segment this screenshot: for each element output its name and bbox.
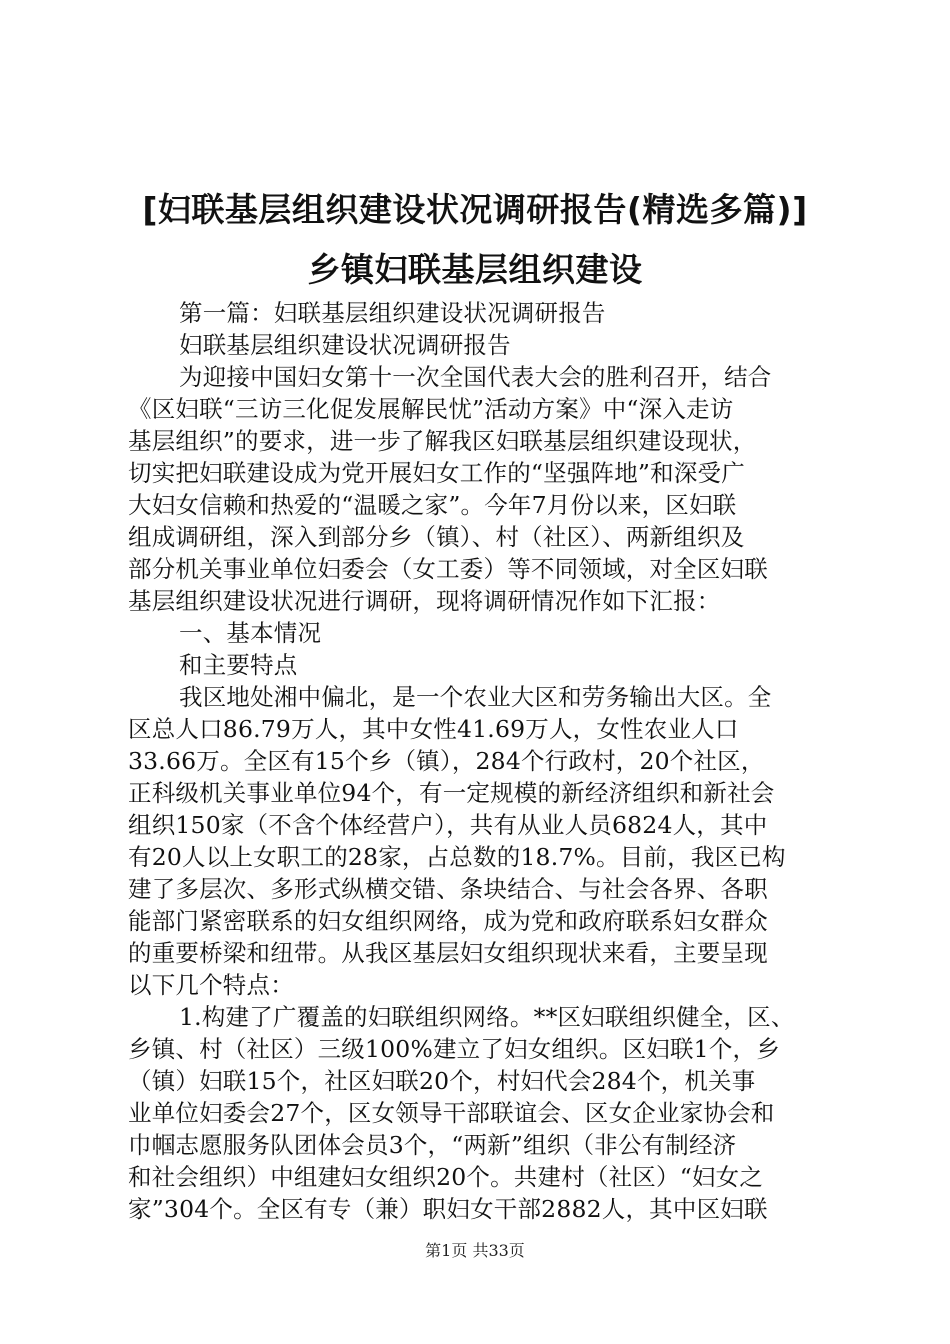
- body-line: 业单位妇委会27个，区女领导干部联谊会、区女企业家协会和: [128, 1099, 775, 1127]
- body-line: 1.构建了广覆盖的妇联组织网络。**区妇联组织健全，区、: [179, 1003, 795, 1031]
- body-line: 《区妇联“三访三化促发展解民忧”活动方案》中“深入走访: [128, 395, 734, 423]
- body-line: 为迎接中国妇女第十一次全国代表大会的胜利召开，结合: [179, 363, 772, 391]
- body-line: 巾帼志愿服务队团体会员3个，“两新”组织（非公有制经济: [128, 1131, 737, 1159]
- body-line: 的重要桥梁和纽带。从我区基层妇女组织现状来看，主要呈现: [128, 939, 768, 967]
- body-line: 大妇女信赖和热爱的“温暖之家”。今年7月份以来，区妇联: [128, 491, 737, 519]
- body-line: 第一篇：妇联基层组织建设状况调研报告: [179, 299, 606, 327]
- body-line: （镇）妇联15个，社区妇联20个，村妇代会284个，机关事: [128, 1067, 756, 1095]
- body-line: 区总人口86.79万人，其中女性41.69万人，女性农业人口: [128, 715, 739, 743]
- body-line: 有20人以上女职工的28家，占总数的18.7%。目前，我区已构: [128, 843, 786, 871]
- body-line: 组织150家（不含个体经营户），共有从业人员6824人，其中: [128, 811, 768, 839]
- body-line: 33.66万。全区有15个乡（镇），284个行政村，20个社区，: [128, 747, 765, 775]
- body-line: 基层组织建设状况进行调研，现将调研情况作如下汇报：: [128, 587, 721, 615]
- body-line: 组成调研组，深入到部分乡（镇）、村（社区）、两新组织及: [128, 523, 745, 551]
- body-line: 家”304个。全区有专（兼）职妇女干部2882人，其中区妇联: [128, 1195, 768, 1223]
- body-line: 正科级机关事业单位94个，有一定规模的新经济组织和新社会: [128, 779, 775, 807]
- body-line: 一、基本情况: [179, 619, 322, 647]
- document-subtitle: 乡镇妇联基层组织建设: [307, 250, 643, 289]
- body-line: 和社会组织）中组建妇女组织20个。共建村（社区）“妇女之: [128, 1163, 764, 1191]
- body-line: 和主要特点: [179, 651, 298, 679]
- body-line: 建了多层次、多形式纵横交错、条块结合、与社会各界、各职: [128, 875, 768, 903]
- body-line: 部分机关事业单位妇委会（女工委）等不同领域，对全区妇联: [128, 555, 768, 583]
- body-line: 切实把妇联建设成为党开展妇女工作的“坚强阵地”和深受广: [128, 459, 745, 487]
- body-line: 以下几个特点：: [128, 971, 294, 999]
- body-line: 乡镇、村（社区）三级100%建立了妇女组织。区妇联1个，乡: [128, 1035, 780, 1063]
- body-line: 妇联基层组织建设状况调研报告: [179, 331, 511, 359]
- document-title: [妇联基层组织建设状况调研报告(精选多篇)]: [142, 190, 808, 229]
- body-line: 能部门紧密联系的妇女组织网络，成为党和政府联系妇女群众: [128, 907, 768, 935]
- document-body: [128, 297, 832, 1225]
- body-line: 基层组织”的要求，进一步了解我区妇联基层组织建设现状，: [128, 427, 757, 455]
- page-footer: 第1页 共33页: [425, 1241, 525, 1260]
- body-line: 我区地处湘中偏北，是一个农业大区和劳务输出大区。全: [179, 683, 772, 711]
